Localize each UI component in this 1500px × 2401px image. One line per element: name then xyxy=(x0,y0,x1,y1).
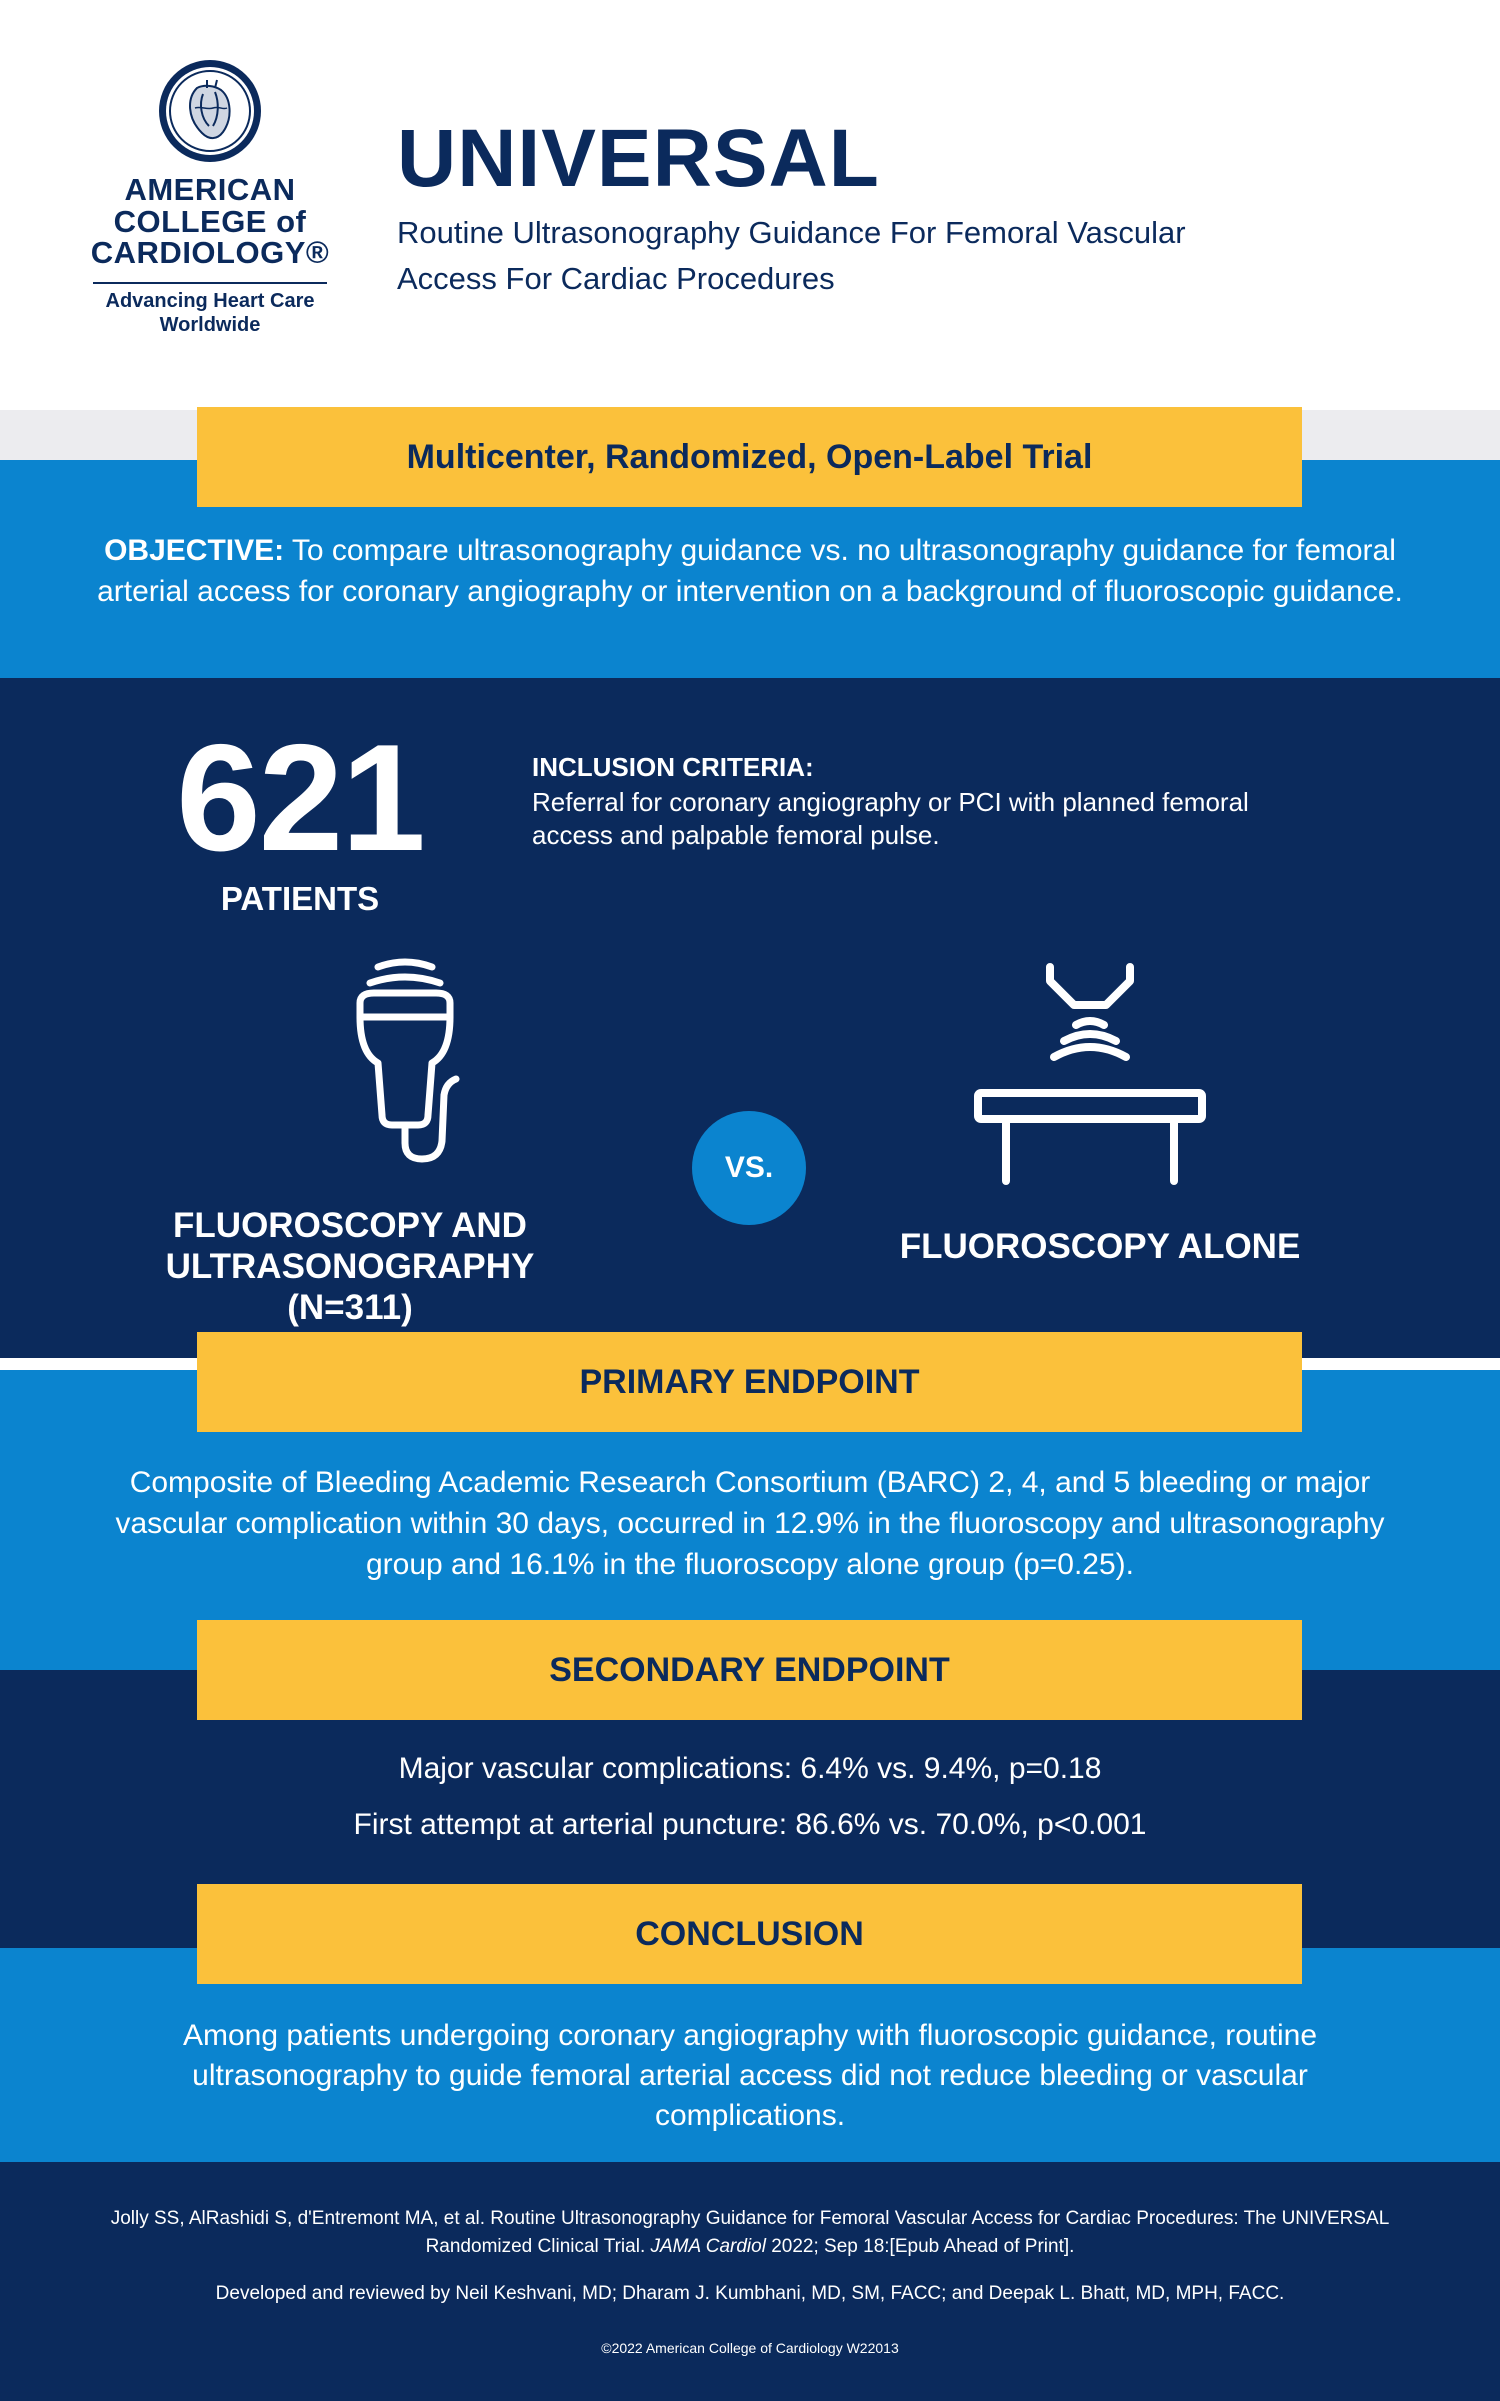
primary-endpoint-heading: PRIMARY ENDPOINT xyxy=(197,1332,1302,1432)
footer-band xyxy=(0,2162,1500,2401)
logo-divider xyxy=(93,282,327,284)
secondary-endpoint-heading: SECONDARY ENDPOINT xyxy=(197,1620,1302,1720)
patient-count-label: PATIENTS xyxy=(220,880,380,917)
logo-tagline-1: Advancing Heart Care xyxy=(105,290,315,312)
logo-line-college: COLLEGE of xyxy=(113,204,307,239)
ultrasound-probe-icon xyxy=(330,955,480,1175)
citation-journal: JAMA Cardiol xyxy=(650,2236,766,2257)
secondary-endpoint-line-1: Major vascular complications: 6.4% vs. 9.4%, p=0.18 xyxy=(398,1752,1102,1785)
patient-count: 621 xyxy=(176,713,424,883)
objective-text xyxy=(80,530,1420,612)
vs-badge: VS. xyxy=(692,1111,806,1225)
page-title: UNIVERSAL xyxy=(397,113,880,204)
arm-fluoro-ultrasound-label: FLUOROSCOPY AND ULTRASONOGRAPHY (N=311) xyxy=(165,1206,535,1327)
inclusion-heading: INCLUSION CRITERIA: xyxy=(532,752,814,782)
citation-authors: Jolly SS, AlRashidi S, d'Entremont MA, et al. Routine Ultrasonography Guidance for Femoral Vascular Access for Cardiac Procedures: The UNIVERSAL Randomized Clinical Trial. xyxy=(110,2208,1390,2257)
acc-seal-icon xyxy=(157,58,263,164)
secondary-endpoint-line-2: First attempt at arterial puncture: 86.6% vs. 70.0%, p<0.001 xyxy=(353,1808,1147,1841)
arm-fluoro-alone-label: FLUOROSCOPY ALONE xyxy=(899,1227,1301,1266)
page-subtitle: Routine Ultrasonography Guidance For Femoral Vascular Access For Cardiac Procedures xyxy=(397,215,1186,296)
citation-details: 2022; Sep 18:[Epub Ahead of Print]. xyxy=(765,2236,1075,2257)
conclusion-heading: CONCLUSION xyxy=(197,1884,1302,1984)
primary-endpoint-text: Composite of Bleeding Academic Research Consortium (BARC) 2, 4, and 5 bleeding or major vascular complication within 30 days, occurred in 12.9% in the fluoroscopy and ultrasonography group and 16.1% in the fluoroscopy alone group (p=0.25). xyxy=(115,1466,1385,1581)
fluoroscopy-table-icon xyxy=(970,955,1210,1195)
objective-body: To compare ultrasonography guidance vs. no ultrasonography guidance for femoral arterial access for coronary angiography or intervention on a background of fluoroscopic guidance. xyxy=(97,534,1403,608)
inclusion-text: Referral for coronary angiography or PCI with planned femoral access and palpable femoral pulse. xyxy=(532,787,1249,850)
logo-tagline-2: Worldwide xyxy=(159,314,261,336)
logo-line-american: AMERICAN xyxy=(124,172,296,207)
conclusion-text: Among patients undergoing coronary angiography with fluoroscopic guidance, routine ultrasonography to guide femoral arterial access did not reduce bleeding or vascular complications. xyxy=(182,2019,1318,2132)
logo-line-cardiology: CARDIOLOGY® xyxy=(90,235,330,270)
copyright: ©2022 American College of Cardiology W22013 xyxy=(601,2340,899,2356)
objective-label: OBJECTIVE: xyxy=(104,534,285,567)
trial-design-banner: Multicenter, Randomized, Open-Label Trial xyxy=(197,407,1302,507)
citation xyxy=(60,2205,1440,2261)
reviewer-credits: Developed and reviewed by Neil Keshvani, MD; Dharam J. Kumbhani, MD, SM, FACC; and Deepak L. Bhatt, MD, MPH, FACC. xyxy=(215,2283,1285,2304)
